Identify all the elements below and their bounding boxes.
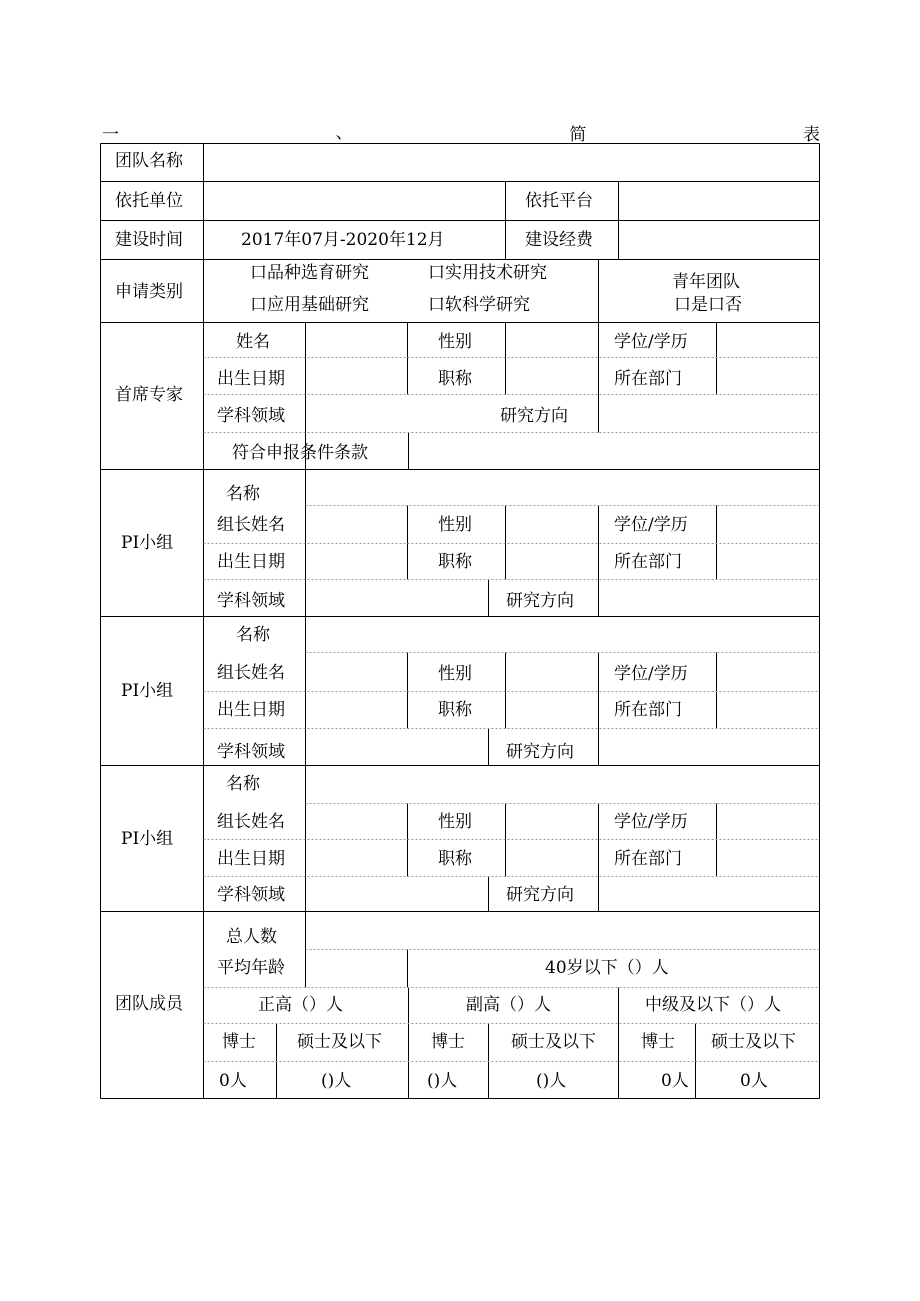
senior-phd-count: 0人 (219, 1071, 247, 1091)
pi-group-3-title-label: 职称 (438, 849, 472, 869)
build-time-label: 建设时间 (115, 230, 183, 250)
build-time-value: 2017年07月-2020年12月 (241, 230, 445, 250)
pi-group-3-name-label: 名称 (226, 774, 260, 794)
title-char-4: 表 (802, 125, 820, 145)
pi-group-3-gender-label: 性别 (438, 812, 472, 832)
pi-group-1-field-label: 学科领域 (217, 591, 285, 611)
pi-group-3-birth-label: 出生日期 (217, 849, 285, 869)
category-option-basic-research[interactable]: 口应用基础研究 (250, 295, 369, 315)
pi-group-1-name-label: 名称 (226, 484, 260, 504)
title-char-1: 一 (102, 125, 119, 145)
chief-birth-label: 出生日期 (217, 369, 285, 389)
senior-master-label: 硕士及以下 (297, 1032, 382, 1052)
mid-below-title-count: 中级及以下（）人 (645, 995, 781, 1015)
pi-group-1-birth-label: 出生日期 (217, 552, 285, 572)
pi-group-3-leader-label: 组长姓名 (217, 812, 285, 832)
total-count-label: 总人数 (226, 927, 277, 947)
chief-direction-label: 研究方向 (500, 406, 568, 426)
pi-group-2-label: PI小组 (121, 681, 174, 701)
pi-group-2-field-label: 学科领域 (217, 742, 285, 762)
vice-phd-label: 博士 (431, 1032, 465, 1052)
pi-group-3-field-label: 学科领域 (217, 885, 285, 905)
vice-master-count: ()人 (536, 1071, 567, 1091)
pi-group-2-title-label: 职称 (438, 700, 472, 720)
mid-phd-count: 0人 (661, 1071, 689, 1091)
category-option-soft-science[interactable]: 口软科学研究 (428, 295, 530, 315)
pi-group-1-label: PI小组 (121, 533, 174, 553)
pi-group-2-leader-label: 组长姓名 (217, 663, 285, 683)
under-40-count: 40岁以下（）人 (545, 958, 669, 978)
title-char-3: 简 (569, 125, 587, 145)
youth-team-label: 青年团队 (672, 272, 740, 292)
pi-group-1-gender-label: 性别 (438, 515, 472, 535)
pi-group-2-name-label: 名称 (236, 625, 270, 645)
chief-section-label: 首席专家 (115, 385, 183, 405)
pi-group-3-label: PI小组 (121, 829, 174, 849)
vice-master-label: 硕士及以下 (511, 1032, 596, 1052)
chief-degree-label: 学位/学历 (614, 332, 688, 352)
application-form (100, 143, 819, 1098)
chief-criteria-label: 符合申报条件条款 (232, 443, 368, 463)
chief-gender-label: 性别 (438, 332, 472, 352)
youth-team-options[interactable]: 口是口否 (674, 295, 742, 315)
pi-group-1-direction-label: 研究方向 (506, 591, 574, 611)
senior-title-count: 正高（）人 (258, 995, 343, 1015)
form-title (102, 120, 820, 145)
pi-group-2-birth-label: 出生日期 (217, 700, 285, 720)
chief-dept-label: 所在部门 (614, 369, 682, 389)
chief-title-label: 职称 (438, 369, 472, 389)
title-char-2: 、 (335, 123, 353, 143)
mid-phd-label: 博士 (641, 1032, 675, 1052)
pi-group-1-title-label: 职称 (438, 552, 472, 572)
pi-group-1-degree-label: 学位/学历 (614, 515, 688, 535)
host-platform-label: 依托平台 (525, 191, 593, 211)
members-section-label: 团队成员 (115, 994, 183, 1014)
team-name-label: 团队名称 (115, 151, 183, 171)
host-unit-label: 依托单位 (115, 191, 183, 211)
pi-group-2-degree-label: 学位/学历 (614, 664, 688, 684)
senior-master-count: ()人 (321, 1071, 352, 1091)
category-label: 申请类别 (115, 282, 183, 302)
pi-group-2-direction-label: 研究方向 (506, 742, 574, 762)
pi-group-2-dept-label: 所在部门 (614, 700, 682, 720)
vice-phd-count: ()人 (427, 1071, 458, 1091)
pi-group-2-gender-label: 性别 (438, 664, 472, 684)
senior-phd-label: 博士 (222, 1032, 256, 1052)
pi-group-3-direction-label: 研究方向 (506, 885, 574, 905)
chief-name-label: 姓名 (236, 332, 270, 352)
vice-senior-title-count: 副高（）人 (466, 995, 551, 1015)
pi-group-1-leader-label: 组长姓名 (217, 515, 285, 535)
pi-group-3-degree-label: 学位/学历 (614, 812, 688, 832)
category-option-applied-tech[interactable]: 口实用技术研究 (428, 263, 547, 283)
pi-group-1-dept-label: 所在部门 (614, 552, 682, 572)
category-option-breeding[interactable]: 口品种选育研究 (250, 263, 369, 283)
avg-age-label: 平均年龄 (217, 958, 285, 978)
build-funds-label: 建设经费 (525, 230, 593, 250)
chief-field-label: 学科领域 (217, 406, 285, 426)
mid-master-count: 0人 (740, 1071, 768, 1091)
pi-group-3-dept-label: 所在部门 (614, 849, 682, 869)
mid-master-label: 硕士及以下 (711, 1032, 796, 1052)
